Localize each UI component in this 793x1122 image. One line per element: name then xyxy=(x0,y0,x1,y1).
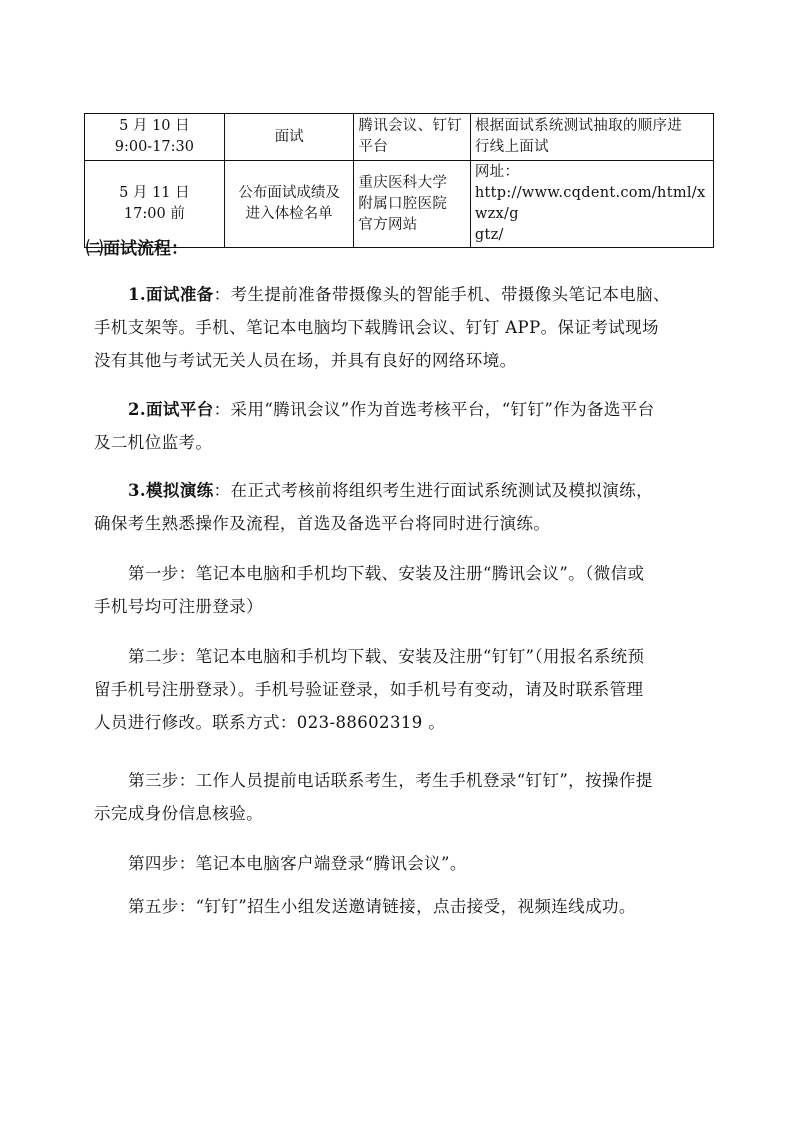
paragraph-label: 2.面试平台 xyxy=(128,400,214,419)
item-cell xyxy=(224,161,354,248)
paragraph-rehearsal xyxy=(94,474,718,540)
table-row xyxy=(85,114,714,161)
cell-line: 平台 xyxy=(358,139,389,155)
cell-line: 9:00-17:30 xyxy=(114,139,194,155)
paragraph-line: 人员进行修改。联系方式：023-88602319 。 xyxy=(94,713,446,732)
paragraph-label: 1.面试准备 xyxy=(128,285,214,304)
cell-line: 进入体检名单 xyxy=(245,206,333,222)
cell-line: 附属口腔医院 xyxy=(358,195,448,212)
cell-line: 行线上面试 xyxy=(474,139,549,155)
schedule-table xyxy=(84,113,714,248)
cell-line: 5 月 11 日 xyxy=(119,185,190,201)
website-link[interactable]: gtz/ xyxy=(474,227,504,243)
paragraph-platform xyxy=(94,393,718,459)
paragraph-step-2 xyxy=(94,640,718,739)
paragraph-line: 第四步：笔记本电脑客户端登录“腾讯会议”。 xyxy=(128,854,467,873)
paragraph-step-1 xyxy=(94,557,718,623)
paragraph-line: 留手机号注册登录）。手机号验证登录，如手机号有变动，请及时联系管理 xyxy=(94,680,644,699)
paragraph-line: 第五步：“钉钉”招生小组发送邀请链接，点击接受，视频连线成功。 xyxy=(128,897,636,916)
paragraph-line: 第一步：笔记本电脑和手机均下载、安装及注册“腾讯会议”。（微信或 xyxy=(128,564,645,583)
cell-line: 面试 xyxy=(274,128,304,145)
date-cell xyxy=(85,114,225,161)
cell-line: 5 月 10 日 xyxy=(119,118,190,134)
date-cell xyxy=(85,161,225,248)
paragraph-text: ：采用“腾讯会议”作为首选考核平台，“钉钉”作为备选平台 xyxy=(213,400,655,419)
table-row xyxy=(85,161,714,248)
cell-line: 网址： xyxy=(474,164,520,180)
cell-line: 17:00 前 xyxy=(123,206,185,222)
paragraph-label: 3.模拟演练 xyxy=(128,481,214,500)
paragraph-text: ：在正式考核前将组织考生进行面试系统测试及模拟演练， xyxy=(213,481,654,500)
cell-line: 重庆医科大学 xyxy=(358,174,448,191)
paragraph-step-5 xyxy=(94,890,718,923)
paragraph-line: 确保考生熟悉操作及流程，首选及备选平台将同时进行演练。 xyxy=(94,514,551,533)
platform-cell xyxy=(354,161,470,248)
paragraph-text: ：考生提前准备带摄像头的智能手机、带摄像头笔记本电脑、 xyxy=(213,285,670,304)
paragraph-line xyxy=(94,278,718,311)
paragraph-line: 手机支架等。手机、笔记本电脑均下载腾讯会议、钉钉 APP。保证考试现场 xyxy=(94,318,659,337)
paragraph-line xyxy=(94,393,718,426)
paragraph-line: 示完成身份信息核验。 xyxy=(94,804,263,823)
note-cell xyxy=(470,161,713,248)
paragraph-line: 第二步：笔记本电脑和手机均下载、安装及注册“钉钉”（用报名系统预 xyxy=(128,647,645,666)
platform-cell xyxy=(354,114,470,161)
cell-line: 腾讯会议、钉钉 xyxy=(358,118,463,134)
paragraph-line: 及二机位监考。 xyxy=(94,433,213,452)
cell-line: 根据面试系统测试抽取的顺序进 xyxy=(474,118,683,134)
cell-line: 官方网站 xyxy=(358,216,418,233)
section-title: ㈡面试流程： xyxy=(86,239,188,259)
paragraph-line: 手机号均可注册登录） xyxy=(94,597,263,616)
website-link[interactable]: http://www.cqdent.com/html/xwzx/g xyxy=(474,185,706,222)
item-cell xyxy=(224,114,354,161)
paragraph-line: 没有其他与考试无关人员在场，并具有良好的网络环境。 xyxy=(94,351,517,370)
note-cell xyxy=(470,114,713,161)
paragraph-preparation xyxy=(94,278,718,377)
paragraph-line: 第三步：工作人员提前电话联系考生，考生手机登录“钉钉”，按操作提 xyxy=(128,771,653,790)
paragraph-step-3 xyxy=(94,764,718,830)
paragraph-line xyxy=(94,474,718,507)
paragraph-step-4 xyxy=(94,847,718,880)
cell-line: 公布面试成绩及 xyxy=(238,185,340,201)
